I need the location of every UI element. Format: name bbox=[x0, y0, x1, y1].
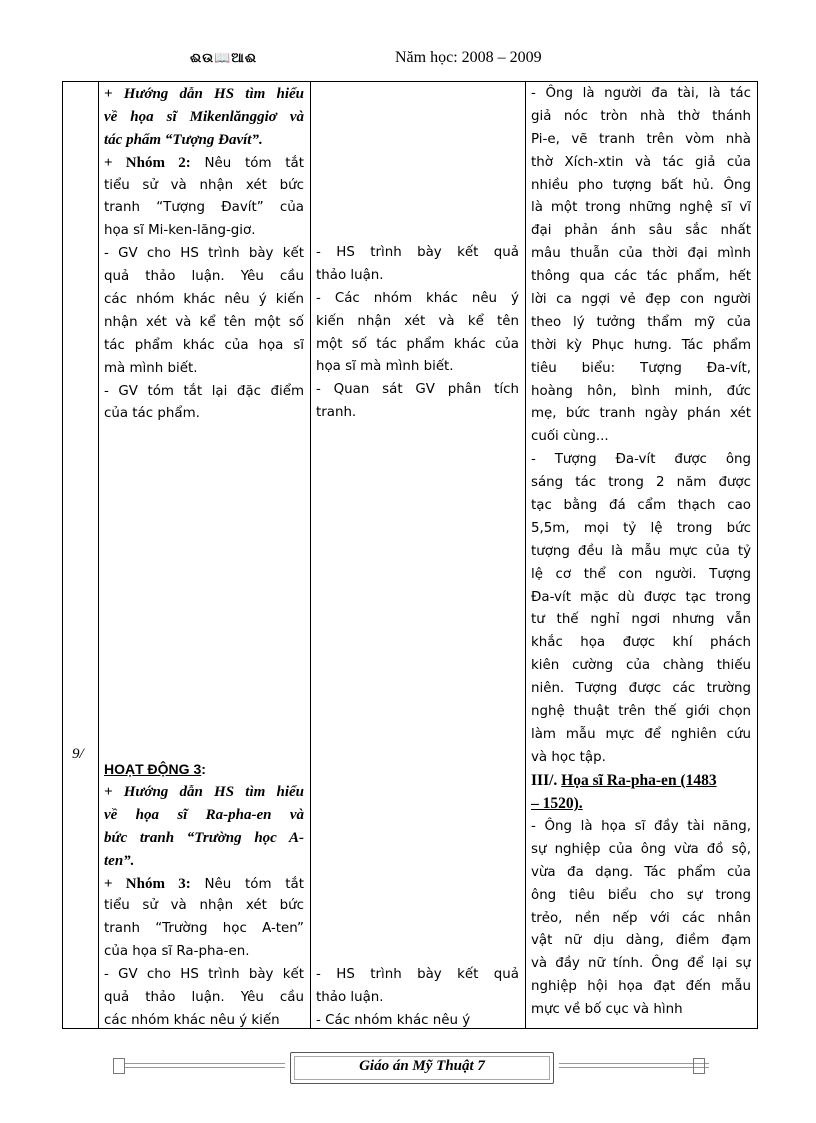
text-line: mà mình biết. bbox=[104, 360, 198, 376]
text-line: - Các nhóm khác nêu ý bbox=[316, 1012, 471, 1028]
text-line: - Ông là người đa tài, là tác bbox=[531, 86, 751, 101]
text-line: - GV cho HS trình bày kết bbox=[104, 967, 304, 983]
text-line: mâu thuẫn của thời đại mình bbox=[531, 246, 751, 262]
text-line: tác phẩm “Tượng Đavít”. bbox=[104, 131, 263, 148]
text-line: kiến nhận xét và kể tên bbox=[316, 313, 519, 329]
text-line: giả nóc tròn nhà thờ thánh bbox=[531, 108, 751, 124]
text-line: + Hướng dẫn HS tìm hiểu bbox=[104, 784, 304, 800]
text-line: - Ông là họa sĩ đầy tài năng, bbox=[531, 819, 751, 834]
text-line: tạc bằng đá cẩm thạch cao bbox=[531, 498, 751, 514]
time-cell bbox=[63, 82, 99, 1029]
text-line: đại phản ánh sâu sắc nhất bbox=[531, 223, 751, 239]
text-line: quả thảo luận. Yêu cầu bbox=[104, 990, 304, 1006]
footer-rule-left bbox=[125, 1063, 285, 1064]
footer-rule-left-2 bbox=[125, 1067, 285, 1068]
text-line: các nhóm khác nêu ý kiến bbox=[104, 1012, 280, 1028]
section-3-heading bbox=[531, 770, 751, 816]
text-line: - GV cho HS trình bày kết bbox=[104, 246, 304, 262]
text-line: tiểu sử và nhận xét bức bbox=[104, 898, 304, 914]
footer-frame bbox=[290, 1052, 554, 1084]
text-line: làm mẫu mực để nghiên cứu bbox=[531, 726, 751, 742]
text-line: các nhóm khác nêu ý kiến bbox=[104, 292, 304, 308]
text-line: và đầy nữ tính. Ông để lại sự bbox=[531, 956, 751, 972]
text-line: tranh “Trường học A-ten” bbox=[104, 921, 304, 937]
text-line: và học tập. bbox=[531, 749, 606, 765]
header-ornament: ଈଉ📖ଆଈ bbox=[190, 51, 258, 66]
text-line: vật nữ dịu dàng, điềm đạm bbox=[531, 933, 751, 949]
text-line: - Tượng Đa-vít được ông bbox=[531, 452, 751, 468]
text-line: khắc họa được khí phách bbox=[531, 635, 751, 651]
text-line: - Quan sát GV phân tích bbox=[316, 382, 519, 398]
text-line: lời ca ngợi vẻ đẹp con người bbox=[531, 292, 751, 308]
text-line: tác phẩm khác của họa sĩ bbox=[104, 337, 304, 353]
content-cell bbox=[526, 82, 758, 1029]
school-year: Năm học: 2008 – 2009 bbox=[395, 49, 542, 66]
text-line: nhiều pho tượng bất hủ. Ông bbox=[531, 177, 751, 193]
text-line: thời kỳ Phục hưng. Tác phẩm bbox=[531, 337, 751, 353]
text-line: tiêu biểu: Tượng Đa-vít, bbox=[531, 360, 751, 376]
teacher-activity-text-2 bbox=[104, 781, 304, 1029]
teacher-activity-cell bbox=[99, 82, 311, 1029]
text-line: lệ cơ thể con người. Tượng bbox=[531, 566, 751, 582]
text-line: của họa sĩ Ra-pha-en. bbox=[104, 944, 250, 960]
text-line: thảo luận. bbox=[316, 989, 384, 1005]
text-line: mực về bố cục và hình bbox=[531, 1002, 683, 1018]
text-line: - HS trình bày kết quả bbox=[316, 245, 519, 260]
text-line: tranh “Tượng Đavít” của bbox=[104, 200, 304, 216]
lesson-table bbox=[62, 81, 758, 1029]
footer-scroll-right bbox=[693, 1058, 705, 1074]
text-line: thông qua các tác phẩm, hết bbox=[531, 269, 751, 285]
text-line: họa sĩ mà mình biết. bbox=[316, 359, 454, 375]
footer-rule-right-2 bbox=[559, 1067, 709, 1068]
content-text bbox=[531, 83, 751, 770]
footer-rule-right bbox=[559, 1063, 709, 1064]
activity-3-colon: : bbox=[201, 761, 206, 777]
text-line: cuối cùng... bbox=[531, 429, 609, 445]
text-line: về họa sĩ Mikenlănggiơ và bbox=[104, 108, 304, 125]
text-line: tranh. bbox=[316, 405, 357, 421]
text-line: thảo luận. bbox=[316, 267, 384, 283]
student-activity-text-2 bbox=[316, 964, 519, 1029]
text-line: về họa sĩ Ra-pha-en và bbox=[104, 806, 304, 823]
content-text-2 bbox=[531, 816, 751, 1022]
section-3-years: – 1520). bbox=[531, 794, 583, 812]
page-header bbox=[190, 47, 650, 71]
text-line: thờ Xích-xtin và tác giả của bbox=[531, 154, 751, 170]
text-line: là một trong những nghệ sĩ vĩ bbox=[531, 200, 751, 216]
text-line: kiên cường của chàng thiếu bbox=[531, 658, 751, 674]
text-line: họa sĩ Mi-ken-lăng-giơ. bbox=[104, 223, 256, 239]
text-line: bức tranh “Trường học A- bbox=[104, 829, 304, 846]
section-3-title: Họa sĩ Ra-pha-en (1483 bbox=[561, 772, 717, 789]
text-line: Đa-vít mặc dù được tạc trong bbox=[531, 589, 751, 605]
footer-scroll-left bbox=[113, 1058, 125, 1074]
text-line: + Nhóm 3: Nêu tóm tắt bbox=[104, 875, 304, 892]
text-line: nghiệp hội họa đạt đến mẫu bbox=[531, 979, 751, 995]
text-line: trẻo, nền nếp với các nhân bbox=[531, 910, 751, 926]
text-line: nhận xét và kể tên một số bbox=[104, 314, 304, 330]
text-line: Pi-e, vẽ tranh trên vòm nhà bbox=[531, 131, 751, 147]
text-line: tượng đều là mẫu mực của tỷ bbox=[531, 543, 751, 559]
page-footer bbox=[95, 1048, 720, 1088]
text-line: - HS trình bày kết quả bbox=[316, 967, 519, 982]
text-line: ten”. bbox=[104, 852, 135, 869]
text-line: nghệ thuật trên thế giới chọn bbox=[531, 704, 751, 720]
text-line: hoàng hôn, bình minh, đức bbox=[531, 383, 751, 399]
activity-3-title: HOẠT ĐỘNG 3 bbox=[104, 761, 202, 777]
text-line: - GV tóm tắt lại đặc điểm bbox=[104, 383, 304, 399]
activity-3-heading bbox=[104, 758, 304, 781]
text-line: sáng tác trong 2 năm được bbox=[531, 475, 751, 491]
text-line: vừa đa dạng. Tác phẩm của bbox=[531, 864, 751, 880]
text-line: + Hướng dẫn HS tìm hiểu bbox=[104, 86, 304, 102]
footer-title: Giáo án Mỹ Thuật 7 bbox=[359, 1058, 485, 1074]
text-line: của tác phẩm. bbox=[104, 406, 200, 422]
text-line: - Các nhóm khác nêu ý bbox=[316, 290, 519, 306]
student-activity-cell bbox=[311, 82, 526, 1029]
table-row bbox=[63, 82, 758, 1029]
text-line: ông tiêu biểu cho sự trong bbox=[531, 887, 751, 903]
text-line: quả thảo luận. Yêu cầu bbox=[104, 269, 304, 285]
text-line: + Nhóm 2: Nêu tóm tắt bbox=[104, 154, 304, 171]
section-3-number: III/. bbox=[531, 772, 562, 789]
text-line: tiểu sử và nhận xét bức bbox=[104, 177, 304, 193]
text-line: sự nghiệp của ông vừa đồ sộ, bbox=[531, 841, 751, 857]
text-line: niên. Tượng được các trường bbox=[531, 681, 751, 697]
student-activity-text bbox=[316, 242, 519, 425]
text-line: theo lý tưởng thẩm mỹ của bbox=[531, 314, 751, 330]
text-line: 5,5m, mọi tỷ lệ trong bức bbox=[531, 520, 751, 536]
text-line: mẹ, bức tranh ngày phán xét bbox=[531, 406, 751, 422]
text-line: một số tác phẩm khác của bbox=[316, 336, 519, 352]
teacher-activity-text bbox=[104, 83, 304, 426]
time-value: 9/ bbox=[72, 746, 84, 762]
text-line: tư thế nghỉ ngơi nhưng vẫn bbox=[531, 612, 751, 628]
